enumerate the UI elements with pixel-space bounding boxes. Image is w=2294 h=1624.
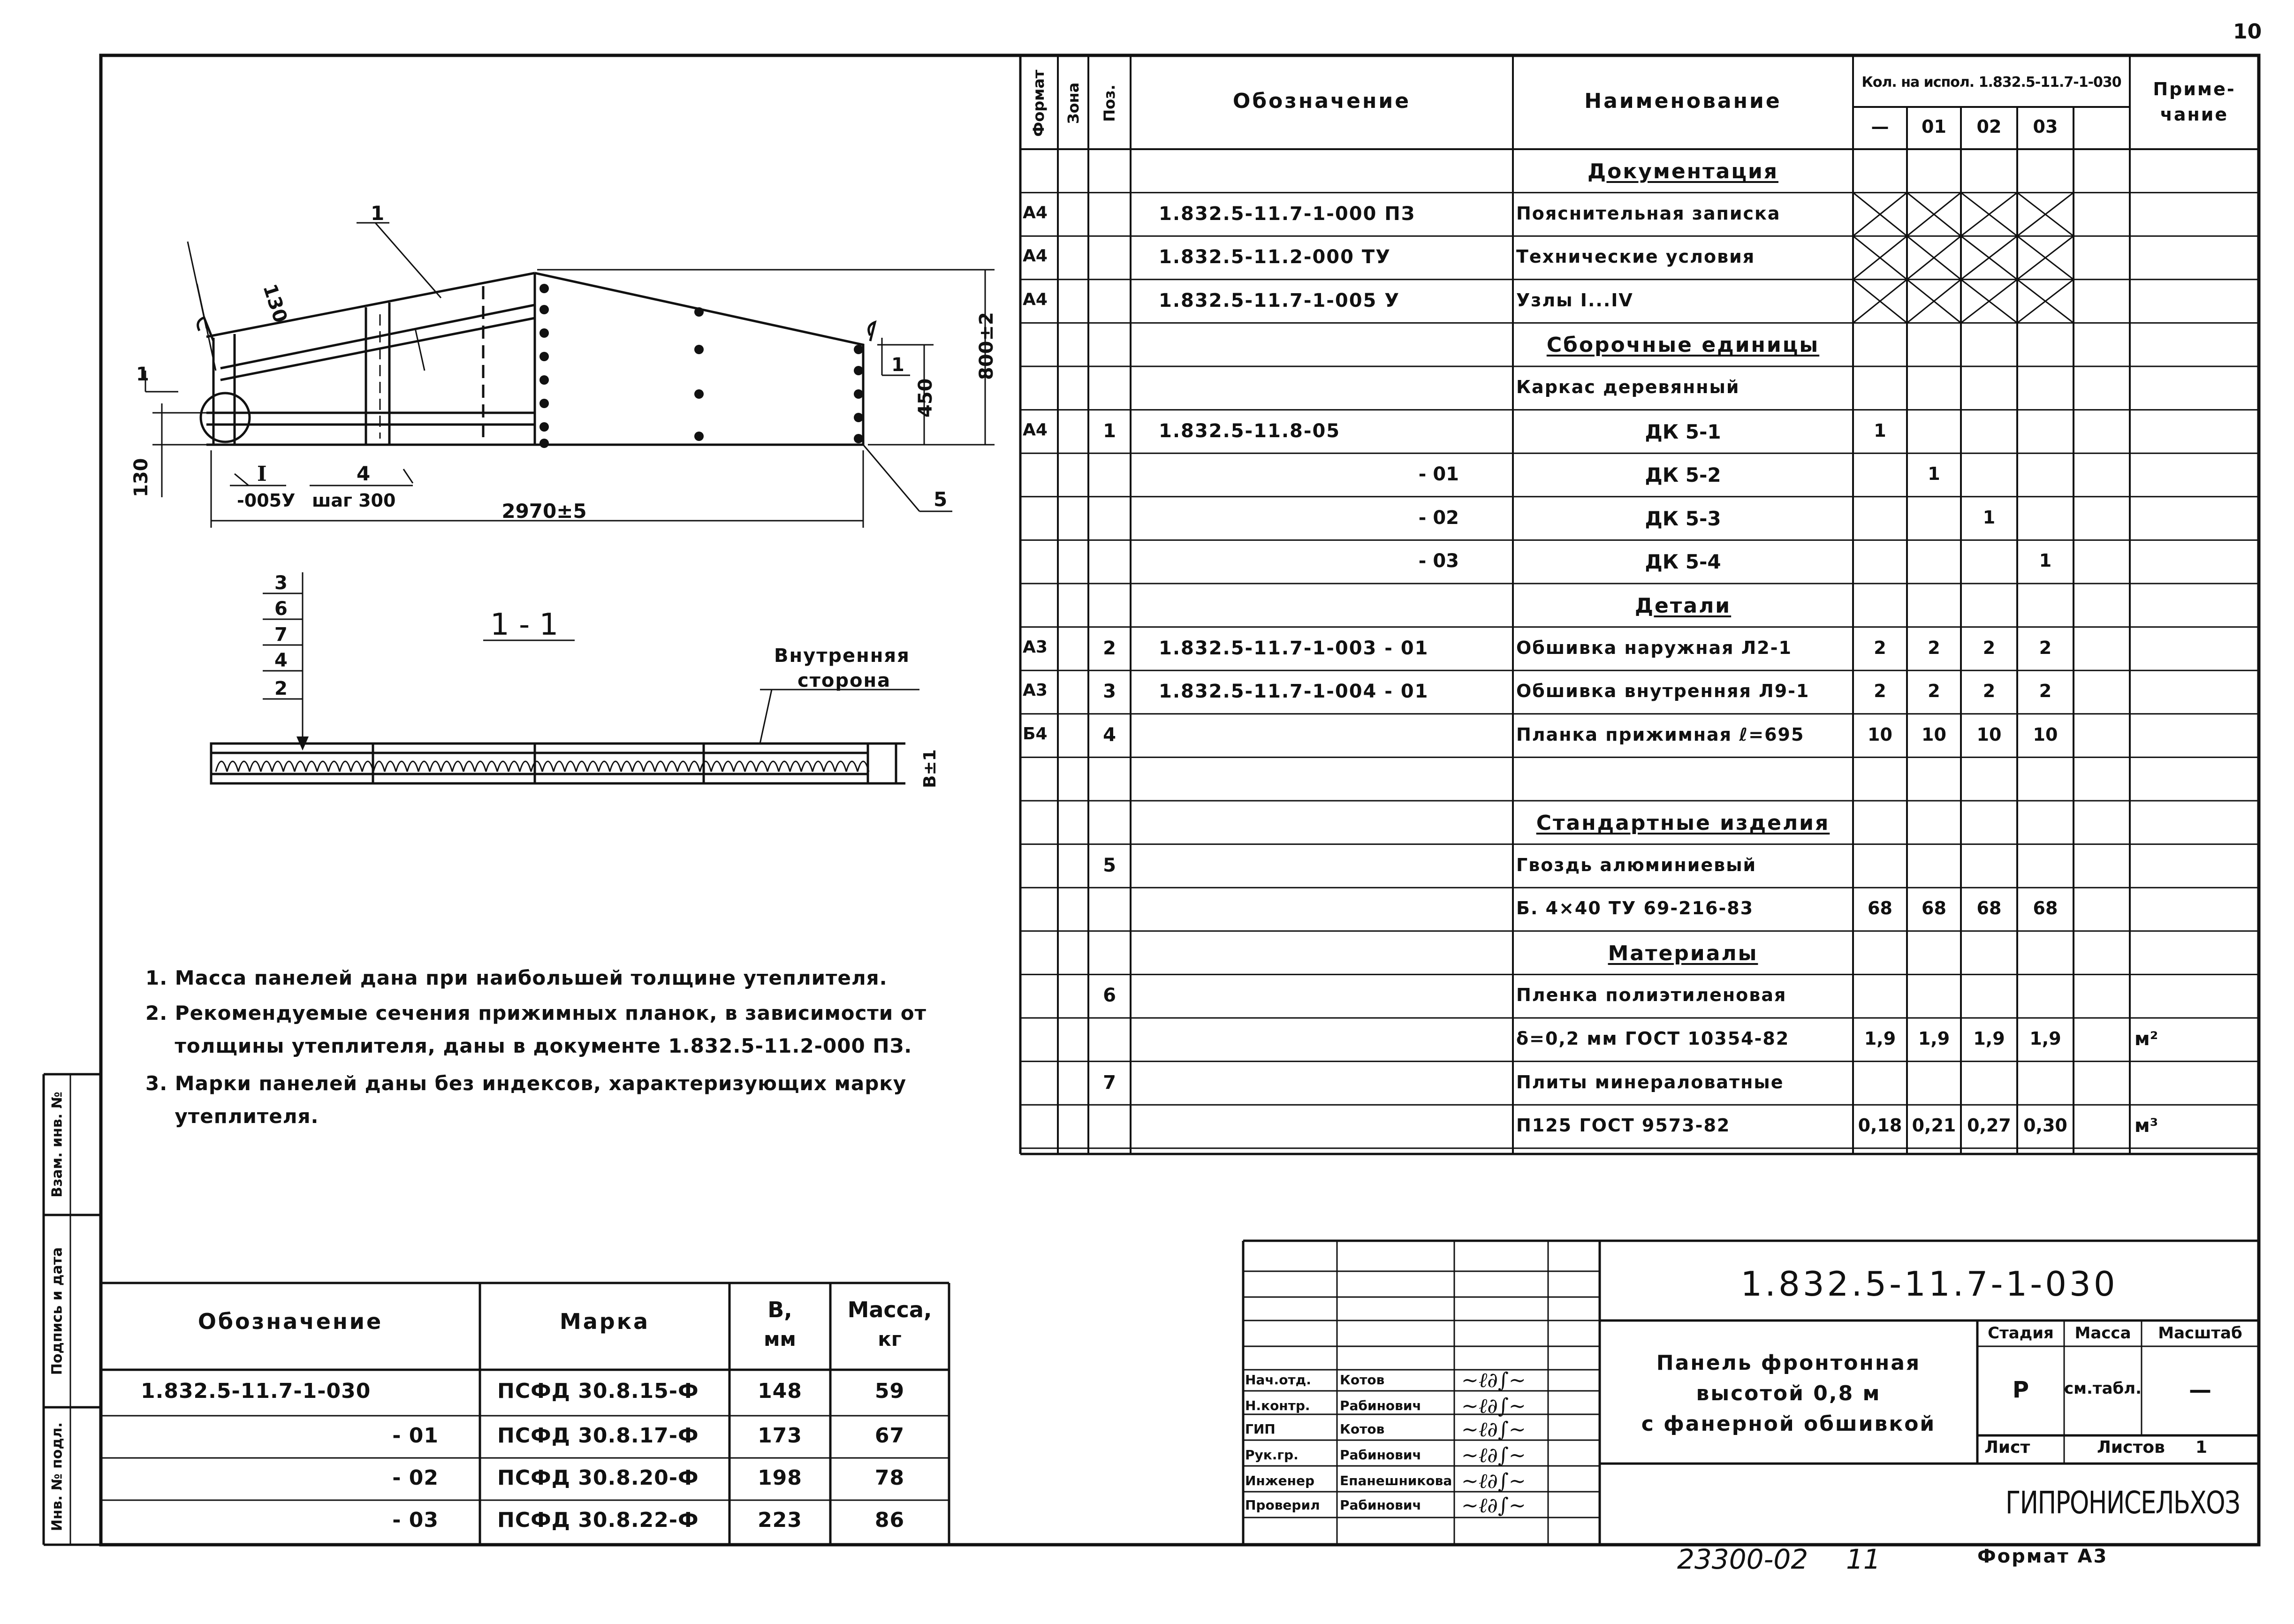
footer-format: Формат А3	[1977, 1546, 2108, 1567]
signature-role: Проверил	[1245, 1497, 1320, 1513]
handwritten-signature: ~ℓ∂∫~	[1461, 1368, 1526, 1392]
callout-4: 4	[357, 462, 371, 485]
spec-row-designation: - 02	[1418, 507, 1459, 529]
spec-row-pos: 5	[1103, 854, 1116, 876]
spec-row-qty: 0,21	[1912, 1115, 1956, 1136]
spec-header-pos: Поз.	[1101, 84, 1118, 122]
marks-row-mass: 86	[874, 1508, 905, 1532]
section-title: 1 - 1	[490, 607, 559, 642]
spec-row-designation: 1.832.5-11.2-000 ТУ	[1159, 246, 1391, 268]
spec-row-qty: 2	[1874, 637, 1886, 658]
spec-row-qty: 1,9	[2029, 1028, 2061, 1049]
spec-row-section: Стандартные изделия	[1536, 811, 1830, 835]
title-line-2: высотой 0,8 м	[1696, 1381, 1881, 1405]
spec-row-qty: 2	[1928, 681, 1940, 702]
spec-row-name: Пленка полиэтиленовая	[1516, 985, 1787, 1006]
spec-row-name: Обшивка внутренняя Л9-1	[1516, 681, 1810, 702]
signature-role: ГИП	[1245, 1421, 1276, 1437]
spec-row-qty: 10	[1976, 724, 2002, 745]
stage-label: Стадия	[1988, 1324, 2054, 1343]
spec-row-format: А3	[1023, 637, 1048, 657]
dim-800: 800±2	[976, 312, 997, 380]
spec-header-format: Формат	[1030, 69, 1048, 137]
marks-header-designation: Обозначение	[197, 1309, 383, 1334]
inner-side-label-1: Внутренняя	[774, 645, 910, 667]
spec-row-qty: 0,30	[2023, 1115, 2067, 1136]
marks-row-designation: 1.832.5-11.7-1-030	[141, 1379, 371, 1403]
marks-header-mass: Масса,	[847, 1297, 932, 1322]
signature-name: Рабинович	[1340, 1497, 1421, 1513]
marks-row-mark: ПСФД 30.8.22-Ф	[497, 1508, 699, 1532]
note-1: 1. Масса панелей дана при наибольшей толщине утеплителя.	[145, 966, 888, 989]
marks-row-mass: 59	[874, 1379, 905, 1403]
spec-row-format: Б4	[1023, 724, 1048, 744]
node-roman: I	[257, 462, 267, 486]
spec-row-qty: 1	[1874, 420, 1886, 441]
spec-row-note: м²	[2134, 1028, 2158, 1050]
dim-b: В±1	[920, 749, 940, 788]
handwritten-signature: ~ℓ∂∫~	[1461, 1469, 1526, 1493]
spec-row-qty: 68	[2033, 898, 2058, 919]
spec-row-designation: 1.832.5-11.7-1-005 У	[1159, 289, 1400, 311]
spec-row-format: А4	[1023, 246, 1048, 266]
spec-row-designation: 1.832.5-11.7-1-004 - 01	[1159, 681, 1429, 703]
spec-row-qty: 68	[1868, 898, 1892, 919]
margin-label-inv: Инв. № подл.	[49, 1422, 66, 1531]
spec-row-qty: 2	[2039, 681, 2052, 702]
organization: ГИПРОНИСЕЛЬХОЗ	[2005, 1485, 2240, 1521]
spec-row-name: ДК 5-1	[1645, 420, 1721, 443]
footer-num: 11	[1846, 1543, 1881, 1575]
signature-role: Н.контр.	[1245, 1398, 1310, 1413]
spec-row-designation: - 01	[1418, 463, 1459, 486]
marks-row-designation: - 02	[392, 1466, 439, 1490]
section-callout-7: 7	[274, 624, 288, 645]
spec-qty-col-1: 01	[1922, 116, 1946, 137]
stage-value: Р	[2012, 1377, 2029, 1403]
spec-row-qty: 1,9	[1973, 1028, 2005, 1049]
signature-name: Рабинович	[1340, 1447, 1421, 1463]
spec-qty-col-0: —	[1871, 116, 1889, 137]
spec-row-qty: 2	[1874, 681, 1886, 702]
scale-value: —	[2189, 1377, 2211, 1403]
spec-row-qty: 0,27	[1967, 1115, 2011, 1136]
mass-value: см.табл.	[2064, 1379, 2142, 1398]
spec-header-note-2: чание	[2160, 104, 2229, 125]
spec-row-designation: 1.832.5-11.7-1-000 ПЗ	[1159, 203, 1416, 225]
spec-row-qty: 1,9	[1918, 1028, 1950, 1049]
section-callout-2: 2	[274, 678, 288, 699]
spec-row-qty: 68	[1922, 898, 1946, 919]
page-number: 10	[2233, 20, 2262, 44]
marks-header-mark: Марка	[559, 1309, 650, 1334]
spec-row-name: Планка прижимная ℓ=695	[1516, 724, 1805, 745]
spec-row-name: δ=0,2 мм ГОСТ 10354-82	[1516, 1028, 1790, 1049]
spec-qty-col-3: 03	[2033, 116, 2058, 137]
section-callout-4: 4	[274, 650, 288, 671]
spec-row-pos: 2	[1103, 637, 1116, 659]
spec-row-format: А4	[1023, 420, 1048, 440]
spec-row-name: П125 ГОСТ 9573-82	[1516, 1115, 1731, 1136]
marks-row-b: 223	[758, 1508, 802, 1532]
dim-130-left: 130	[130, 458, 152, 497]
note-2: 2. Рекомендуемые сечения прижимных планок, в зависимости от	[145, 1002, 927, 1024]
marks-row-b: 198	[758, 1466, 802, 1490]
section-callout-6: 6	[274, 598, 288, 620]
spec-row-name: Обшивка наружная Л2-1	[1516, 637, 1792, 658]
spec-row-qty: 1	[2039, 550, 2052, 571]
spec-row-pos: 4	[1103, 724, 1116, 746]
marks-row-b: 148	[758, 1379, 802, 1403]
footer-inv: 23300-02	[1677, 1543, 1808, 1575]
spec-header-zone: Зона	[1064, 82, 1082, 124]
spec-row-name: ДК 5-2	[1645, 463, 1721, 487]
signature-name: Рабинович	[1340, 1398, 1421, 1413]
spec-row-pos: 1	[1103, 420, 1116, 442]
section-mark-right: 1	[891, 354, 904, 376]
note-3: 3. Марки панелей даны без индексов, характеризующих марку	[145, 1072, 907, 1095]
spec-row-qty: 0,18	[1858, 1115, 1902, 1136]
spec-row-name: Плиты минераловатные	[1516, 1071, 1784, 1093]
spec-row-section: Документация	[1587, 159, 1779, 183]
handwritten-signature: ~ℓ∂∫~	[1461, 1394, 1526, 1418]
nail-dots	[539, 284, 863, 448]
note-3-cont: утеплителя.	[145, 1105, 319, 1128]
signature-name: Котов	[1340, 1372, 1385, 1388]
inner-side-label-2: сторона	[798, 670, 891, 691]
signature-name: Епанешникова	[1340, 1473, 1452, 1488]
spec-row-name: Гвоздь алюминиевый	[1516, 854, 1757, 875]
scale-label: Масштаб	[2158, 1324, 2242, 1343]
spec-row-name: Б. 4×40 ТУ 69-216-83	[1516, 898, 1754, 919]
sheet-label: Лист	[1984, 1438, 2030, 1457]
spec-qty-col-2: 02	[1976, 116, 2002, 137]
margin-label-replace: Взам. инв. №	[49, 1092, 66, 1198]
spec-row-name: Пояснительная записка	[1516, 203, 1781, 224]
spec-header-qty: Кол. на испол. 1.832.5-11.7-1-030	[1861, 74, 2121, 91]
marks-row-mark: ПСФД 30.8.17-Ф	[497, 1424, 699, 1448]
marks-row-designation: - 03	[392, 1508, 439, 1532]
spec-header-designation: Обозначение	[1232, 89, 1411, 113]
signature-name: Котов	[1340, 1421, 1385, 1437]
spec-row-designation: - 03	[1418, 550, 1459, 572]
dim-450: 450	[915, 378, 936, 417]
spec-row-pos: 3	[1103, 681, 1116, 703]
spec-row-qty: 1	[1983, 507, 1996, 528]
spec-row-name: Узлы I...IV	[1516, 289, 1633, 311]
spec-row-section: Материалы	[1608, 941, 1758, 965]
spec-row-qty: 1,9	[1864, 1028, 1896, 1049]
section-callout-3: 3	[274, 572, 288, 594]
sheets-label: Листов	[2097, 1438, 2165, 1457]
spec-row-pos: 7	[1103, 1071, 1116, 1093]
callout-1: 1	[371, 202, 385, 225]
section-mark-left: 1	[136, 364, 149, 385]
dim-step: шаг 300	[312, 490, 396, 511]
marks-row-mass: 67	[874, 1424, 905, 1448]
marks-row-mark: ПСФД 30.8.15-Ф	[497, 1379, 699, 1403]
title-code: 1.832.5-11.7-1-030	[1740, 1264, 2118, 1304]
marks-row-designation: - 01	[392, 1424, 439, 1448]
signature-role: Инженер	[1245, 1473, 1315, 1488]
callout-5: 5	[934, 488, 948, 511]
spec-row-name: ДК 5-3	[1645, 507, 1721, 530]
title-line-3: с фанерной обшивкой	[1641, 1412, 1936, 1436]
spec-row-pos: 6	[1103, 985, 1116, 1007]
spec-row-name: Каркас деревянный	[1516, 377, 1740, 397]
spec-row-name: Технические условия	[1516, 246, 1755, 267]
marks-header-b: В,	[767, 1297, 792, 1322]
spec-row-qty: 2	[2039, 637, 2052, 658]
spec-row-qty: 2	[1983, 637, 1996, 658]
spec-row-designation: 1.832.5-11.7-1-003 - 01	[1159, 637, 1429, 659]
node-ref: -005У	[237, 490, 296, 511]
handwritten-signature: ~ℓ∂∫~	[1461, 1494, 1526, 1518]
handwritten-signature: ~ℓ∂∫~	[1461, 1418, 1526, 1442]
dim-2970: 2970±5	[501, 500, 587, 523]
dim-130-slope: 130	[258, 281, 291, 326]
spec-row-qty: 10	[1922, 724, 1946, 745]
spec-row-qty: 10	[2033, 724, 2058, 745]
spec-row-format: А4	[1023, 289, 1048, 309]
marks-header-b-unit: мм	[764, 1328, 796, 1351]
spec-row-qty: 2	[1928, 637, 1940, 658]
spec-row-section: Детали	[1634, 594, 1732, 618]
spec-row-name: ДК 5-4	[1645, 550, 1721, 574]
spec-row-designation: 1.832.5-11.8-05	[1159, 420, 1341, 442]
spec-header-name: Наименование	[1584, 89, 1782, 113]
marks-row-mass: 78	[874, 1466, 905, 1490]
spec-row-section: Сборочные единицы	[1546, 333, 1820, 357]
signature-role: Нач.отд.	[1245, 1372, 1311, 1388]
marks-header-mass-unit: кг	[878, 1328, 902, 1351]
marks-row-mark: ПСФД 30.8.20-Ф	[497, 1466, 699, 1490]
sheets-value: 1	[2195, 1438, 2208, 1457]
title-line-1: Панель фронтонная	[1656, 1351, 1921, 1375]
spec-row-qty: 2	[1983, 681, 1996, 702]
spec-row-qty: 10	[1868, 724, 1892, 745]
spec-row-format: А4	[1023, 203, 1048, 222]
spec-row-format: А3	[1023, 681, 1048, 700]
margin-label-sign: Подпись и дата	[49, 1247, 66, 1375]
note-2-cont: толщины утеплителя, даны в документе 1.832.5-11.2-000 ПЗ.	[145, 1034, 912, 1057]
marks-row-b: 173	[758, 1424, 802, 1448]
mass-label: Масса	[2074, 1324, 2131, 1343]
spec-row-qty: 68	[1976, 898, 2002, 919]
signature-role: Рук.гр.	[1245, 1447, 1299, 1463]
spec-row-note: м³	[2134, 1115, 2158, 1137]
spec-row-qty: 1	[1928, 463, 1940, 485]
handwritten-signature: ~ℓ∂∫~	[1461, 1443, 1526, 1467]
spec-header-note-1: Приме-	[2153, 79, 2236, 99]
